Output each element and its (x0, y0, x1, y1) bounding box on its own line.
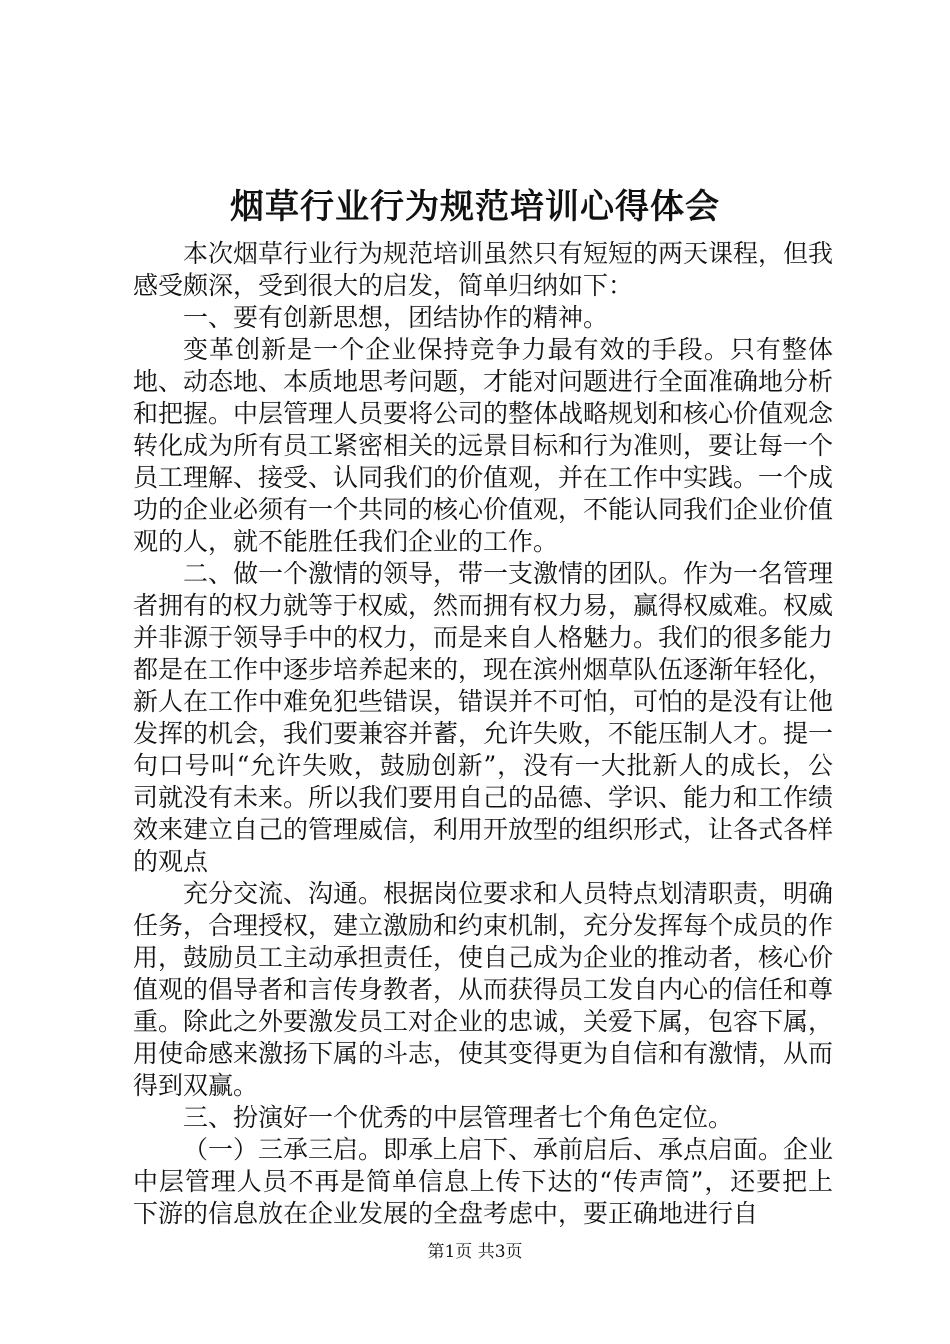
paragraph-innovation: 变革创新是一个企业保持竞争力最有效的手段。只有整体地、动态地、本质地思考问题，才能对问题进行全面准确地分析和把握。中层管理人员要将公司的整体战略规划和核心价值观念转化成为所有员工紧密相关的远景目标和行为准则，要让每一个员工理解、接受、认同我们的价值观，并在工作中实践。一个成功的企业必须有一个共同的核心价值观，不能认同我们企业价值观的人，就不能胜任我们企业的工作。 (133, 335, 834, 556)
heading-section-1: 一、要有创新思想，团结协作的精神。 (183, 303, 609, 332)
heading-section-3: 三、扮演好一个优秀的中层管理者七个角色定位。 (183, 1103, 734, 1132)
paragraph-intro: 本次烟草行业行为规范培训虽然只有短短的两天课程，但我感受颇深，受到很大的启发，简单归纳如下： (133, 239, 834, 300)
paragraph-role-1: （一）三承三启。即承上启下、承前启后、承点启面。企业中层管理人员不再是简单信息上传下达的“传声筒”，还要把上下游的信息放在企业发展的全盘考虑中，要正确地进行自 (133, 1135, 834, 1228)
paragraph-communication: 充分交流、沟通。根据岗位要求和人员特点划清职责，明确任务，合理授权，建立激励和约束机制，充分发挥每个成员的作用，鼓励员工主动承担责任，使自己成为企业的推动者，核心价值观的倡导者和言传身教者，从而获得员工发自内心的信任和尊重。除此之外要激发员工对企业的忠诚，关爱下属，包容下属，用使命感来激扬下属的斗志，使其变得更为自信和有激情，从而得到双赢。 (133, 879, 834, 1100)
page-number-footer: 第1页 共3页 (427, 1242, 523, 1262)
document-body (133, 238, 833, 1230)
document-title: 烟草行业行为规范培训心得体会 (230, 187, 720, 227)
paragraph-section-2: 二、做一个激情的领导，带一支激情的团队。作为一名管理者拥有的权力就等于权威，然而拥有权力易，赢得权威难。权威并非源于领导手中的权力，而是来自人格魅力。我们的很多能力都是在工作中逐步培养起来的，现在滨州烟草队伍逐渐年轻化，新人在工作中难免犯些错误，错误并不可怕，可怕的是没有让他发挥的机会，我们要兼容并蓄，允许失败，不能压制人才。提一句口号叫“允许失败，鼓励创新”，没有一大批新人的成长，公司就没有未来。所以我们要用自己的品德、学识、能力和工作绩效来建立自己的管理威信，利用开放型的组织形式，让各式各样的观点 (133, 559, 834, 876)
